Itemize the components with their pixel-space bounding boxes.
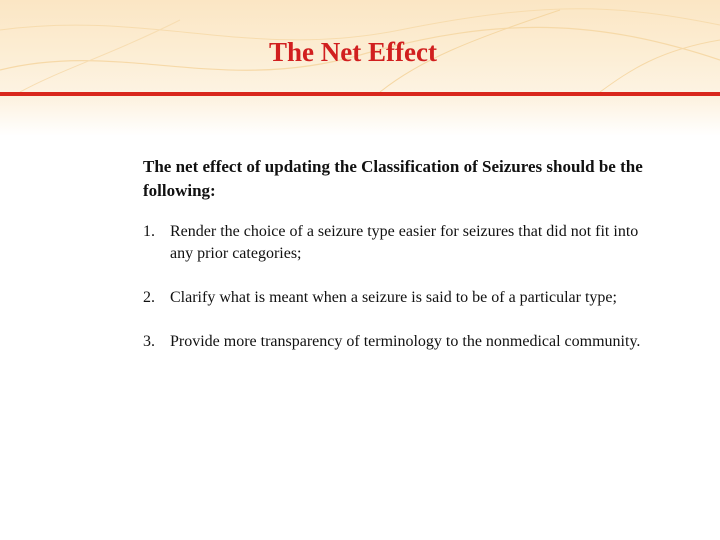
list-item-number: 1. xyxy=(143,223,155,240)
numbered-list xyxy=(143,221,643,353)
slide-content xyxy=(143,155,643,375)
slide-title: The Net Effect xyxy=(269,37,437,67)
list-item xyxy=(143,331,643,353)
intro-text: The net effect of updating the Classification of Seizures should be the following: xyxy=(143,157,643,200)
list-item-text: Provide more transparency of terminology to the nonmedical community. xyxy=(170,333,641,350)
list-item xyxy=(143,221,643,265)
list-item xyxy=(143,287,643,309)
header-band xyxy=(0,0,720,92)
list-item-number: 2. xyxy=(143,289,155,306)
header-fade xyxy=(0,96,720,136)
list-item-text: Clarify what is meant when a seizure is said to be of a particular type; xyxy=(170,289,617,306)
list-item-number: 3. xyxy=(143,333,155,350)
list-item-text: Render the choice of a seizure type easier for seizures that did not fit into any prior categories; xyxy=(170,223,639,262)
